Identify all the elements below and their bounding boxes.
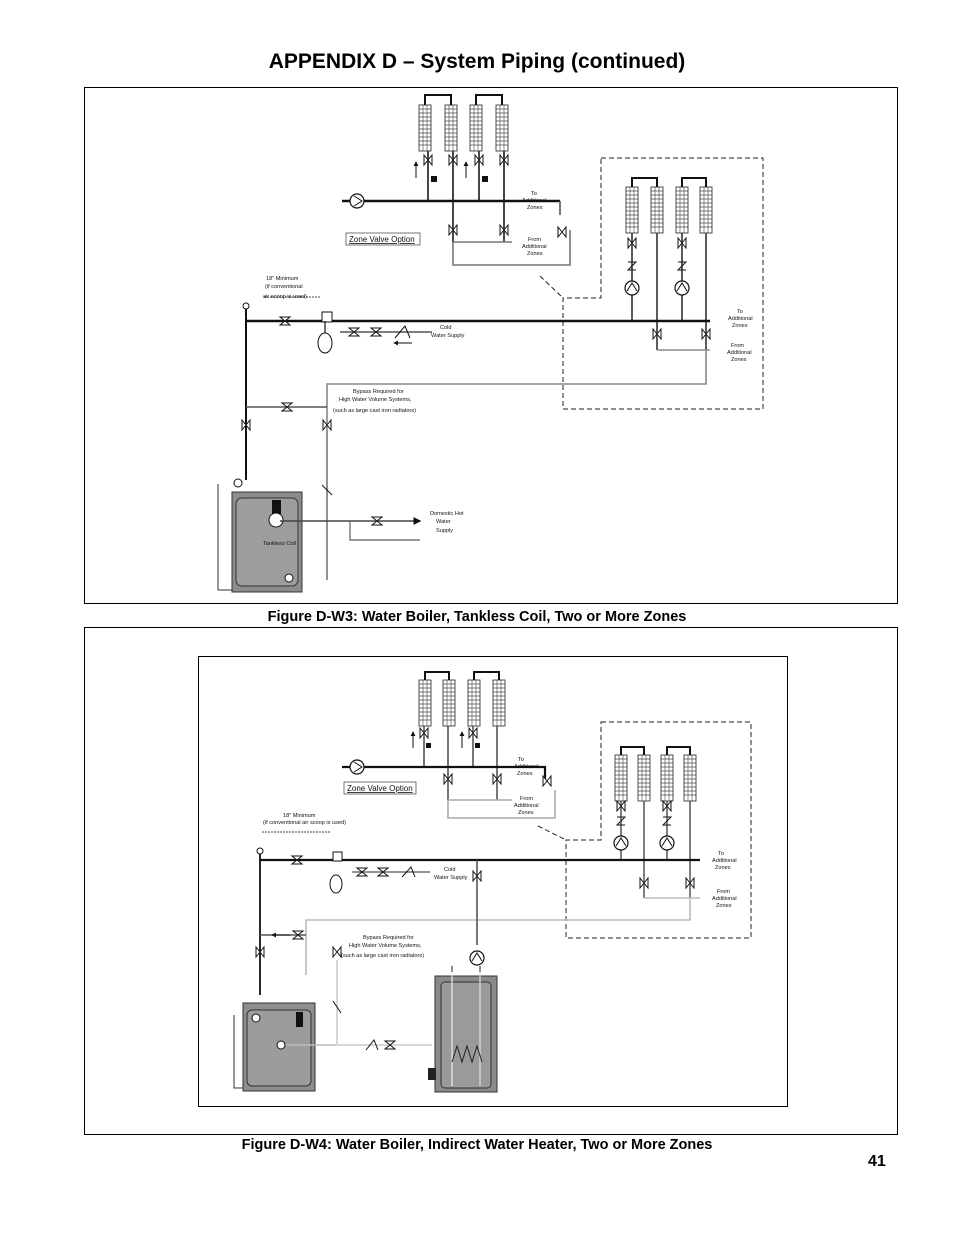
- label-to-zones: To: [718, 851, 724, 857]
- figure-w3-caption: Figure D-W3: Water Boiler, Tankless Coil, Two or More Zones: [267, 609, 687, 625]
- label-from-zones: Additional: [727, 350, 752, 356]
- label-to-zones: To: [737, 309, 743, 315]
- page-title: APPENDIX D – System Piping (continued): [268, 50, 686, 73]
- label-to-zones: Zones: [732, 323, 748, 329]
- radiator: [419, 680, 431, 726]
- radiator: [468, 680, 480, 726]
- label-bypass: Bypass Required for: [363, 935, 414, 941]
- label-bypass: (such as large cast iron radiators): [341, 953, 425, 959]
- pump: [350, 760, 364, 774]
- label-from-zones: From: [528, 237, 542, 243]
- label-to-zones: Additional: [728, 316, 753, 322]
- label-dhw: Supply: [436, 528, 454, 534]
- radiator: [443, 680, 455, 726]
- label-minimum: 18" Minimum: [283, 813, 316, 819]
- label-minimum: (if conventional air scoop is used): [263, 820, 347, 826]
- figure-w4-caption: Figure D-W4: Water Boiler, Indirect Water Heater, Two or More Zones: [241, 1137, 713, 1153]
- label-from-zones: Zones: [716, 903, 732, 909]
- label-minimum: 18" Minimum: [266, 276, 299, 282]
- radiator: [661, 755, 673, 801]
- label-bypass: Bypass Required for: [353, 389, 404, 395]
- label-to-zones: To: [518, 757, 524, 763]
- pump: [660, 836, 674, 850]
- radiator: [638, 755, 650, 801]
- label-dhw: Domestic Hot: [430, 511, 464, 517]
- zone-valve-option-label: Zone Valve Option: [347, 784, 413, 793]
- label-to-zones: Additional: [514, 764, 539, 770]
- label-from-zones: Zones: [527, 251, 543, 257]
- label-cold-water: Water Supply: [431, 333, 465, 339]
- tankless-coil-label: Tankless Coil: [263, 541, 296, 547]
- label-to-zones: To: [531, 191, 537, 197]
- label-dhw: Water: [436, 519, 451, 525]
- label-minimum: (if conventional: [265, 284, 303, 290]
- label-to-zones: Additional: [712, 858, 737, 864]
- label-bypass: High Water Volume Systems,: [349, 943, 422, 949]
- valve: [543, 776, 551, 786]
- label-cold-water: Cold: [440, 325, 452, 331]
- radiator: [493, 680, 505, 726]
- radiator: [615, 755, 627, 801]
- pump: [614, 836, 628, 850]
- pump: [470, 951, 484, 965]
- label-from-zones: From: [731, 343, 745, 349]
- label-to-zones: Zones: [527, 205, 543, 211]
- label-to-zones: Zones: [517, 771, 533, 777]
- label-to-zones: Additional: [522, 198, 547, 204]
- label-to-zones: Zones: [715, 865, 731, 871]
- label-cold-water: Water Supply: [434, 875, 468, 881]
- label-from-zones: From: [520, 796, 534, 802]
- page-number: 41: [868, 1153, 886, 1170]
- label-from-zones: Additional: [712, 896, 737, 902]
- valve: [333, 947, 341, 957]
- label-from-zones: Additional: [514, 803, 539, 809]
- label-minimum: air scoop is used): [263, 294, 307, 300]
- label-from-zones: Zones: [731, 357, 747, 363]
- zone-valve-option-label: Zone Valve Option: [349, 235, 415, 244]
- label-from-zones: Additional: [522, 244, 547, 250]
- radiator: [684, 755, 696, 801]
- label-from-zones: Zones: [518, 810, 534, 816]
- label-cold-water: Cold: [444, 867, 456, 873]
- label-bypass: High Water Volume Systems,: [339, 397, 412, 403]
- label-from-zones: From: [717, 889, 731, 895]
- label-bypass: (such as large cast iron radiators): [333, 408, 417, 414]
